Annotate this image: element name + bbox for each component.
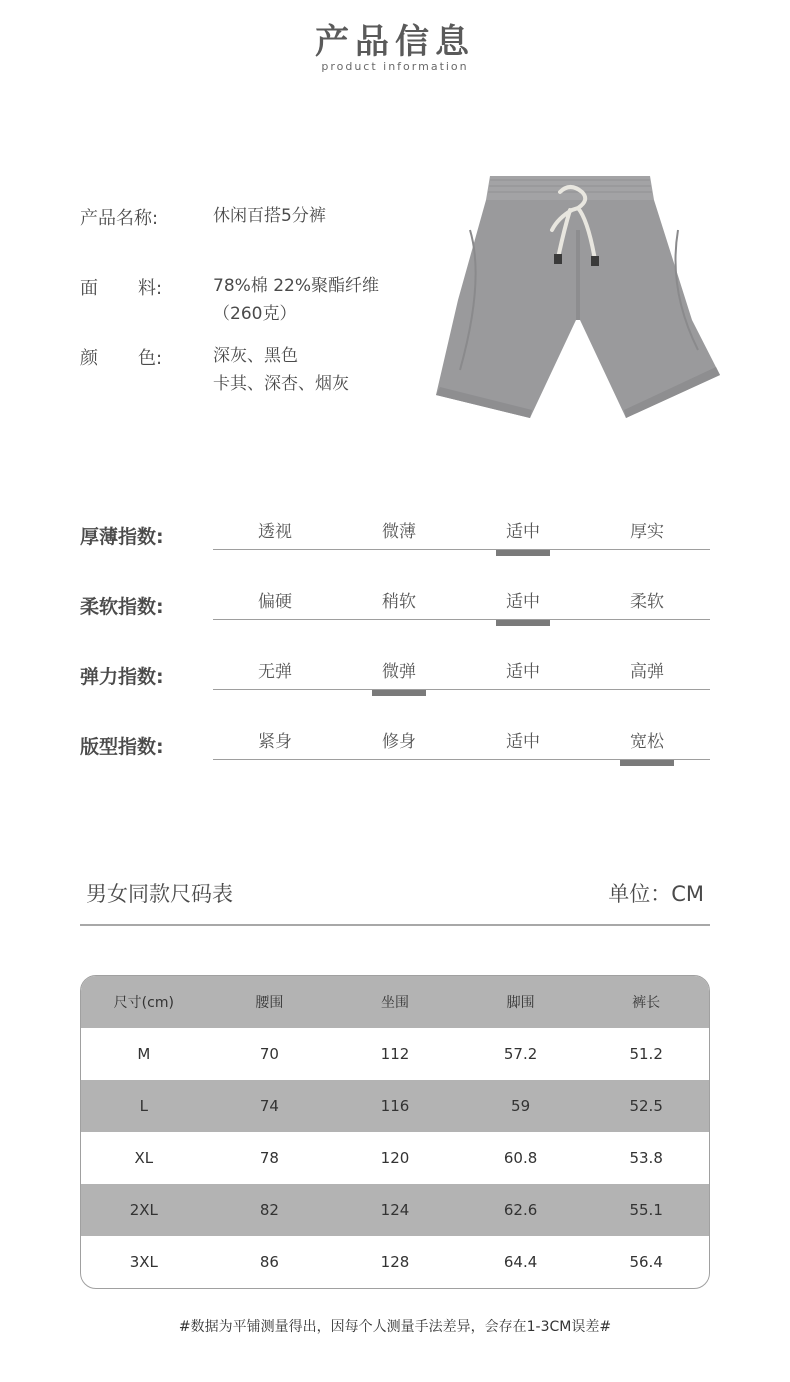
index-option-selected	[461, 587, 585, 612]
table-cell: 120	[380, 1149, 410, 1167]
index-option-text: 偏硬	[258, 592, 292, 612]
table-cell: 55.1	[629, 1201, 663, 1219]
index-label-elasticity: 弹力指数:	[80, 666, 164, 688]
index-option-text: 无弹	[258, 662, 292, 682]
table-cell: 112	[380, 1045, 410, 1063]
index-option	[337, 517, 461, 542]
index-option-text: 柔软	[630, 592, 664, 612]
table-row	[81, 1132, 709, 1184]
table-cell: 52.5	[629, 1097, 663, 1115]
index-option	[585, 657, 709, 682]
table-cell: 86	[259, 1253, 279, 1271]
table-cell: 116	[380, 1097, 410, 1115]
index-track-thickness	[213, 513, 710, 550]
index-option-text: 宽松	[630, 732, 664, 752]
column-header: 裤长	[632, 995, 661, 1011]
name-value: 休闲百搭5分裤	[213, 206, 326, 226]
index-option-text: 稍软	[382, 592, 416, 612]
index-option	[461, 727, 585, 752]
page-title: 产品信息	[315, 22, 475, 62]
selected-marker	[496, 620, 550, 626]
index-option-selected	[337, 657, 461, 682]
table-cell: 3XL	[129, 1253, 158, 1271]
index-option	[213, 657, 337, 682]
index-label-fit: 版型指数:	[80, 736, 164, 758]
size-table-title: 男女同款尺码表	[86, 882, 233, 906]
table-cell: 82	[259, 1201, 279, 1219]
table-cell: 78	[259, 1149, 279, 1167]
fabric-label-char2: 料:	[138, 278, 163, 299]
index-option	[213, 727, 337, 752]
index-option-text: 紧身	[258, 732, 292, 752]
index-option-text: 厚实	[630, 522, 664, 542]
index-option	[213, 587, 337, 612]
table-cell: 124	[380, 1201, 410, 1219]
index-option-text: 透视	[258, 522, 292, 542]
product-image	[430, 170, 730, 425]
index-track-elasticity	[213, 653, 710, 690]
size-table	[80, 975, 710, 1289]
index-option-text: 修身	[382, 732, 416, 752]
selected-marker	[620, 760, 674, 766]
selected-marker	[496, 550, 550, 556]
index-option-text: 适中	[506, 592, 540, 612]
table-cell: XL	[134, 1149, 154, 1167]
index-option	[461, 657, 585, 682]
table-cell: 59	[511, 1097, 531, 1115]
table-cell: 64.4	[503, 1253, 538, 1271]
index-option-selected	[585, 727, 709, 752]
index-option	[337, 727, 461, 752]
index-option	[337, 587, 461, 612]
divider	[80, 924, 710, 926]
table-cell: 62.6	[503, 1201, 538, 1219]
table-header-row	[81, 976, 709, 1028]
table-row	[81, 1028, 709, 1080]
table-cell: 74	[259, 1097, 279, 1115]
selected-marker	[372, 690, 426, 696]
table-cell: L	[139, 1097, 148, 1115]
table-row	[81, 1184, 709, 1236]
index-option-text: 适中	[506, 732, 540, 752]
color-label-char2: 色:	[138, 348, 163, 369]
column-header: 脚围	[506, 995, 535, 1011]
index-option-text: 微弹	[382, 662, 416, 682]
fabric-line-1: 78%棉 22%聚酯纤维	[213, 276, 379, 296]
page-subtitle: product information	[321, 60, 469, 73]
index-option	[585, 587, 709, 612]
name-label: 产品名称:	[80, 208, 159, 229]
index-option	[585, 517, 709, 542]
fabric-line-2: （260克）	[213, 304, 297, 324]
index-option-selected	[461, 517, 585, 542]
index-option	[213, 517, 337, 542]
color-line-2: 卡其、深杏、烟灰	[213, 374, 349, 394]
table-cell: 57.2	[503, 1045, 538, 1063]
index-track-softness	[213, 583, 710, 620]
table-cell: 53.8	[629, 1149, 663, 1167]
table-row	[81, 1236, 709, 1288]
column-header: 坐围	[380, 995, 409, 1011]
table-cell: 60.8	[503, 1149, 538, 1167]
table-row	[81, 1080, 709, 1132]
footer-note: #数据为平铺测量得出，因每个人测量手法差异，会存在1-3CM误差#	[178, 1319, 612, 1335]
color-label	[80, 344, 162, 370]
color-line-1: 深灰、黑色	[213, 346, 298, 366]
index-option-text: 微薄	[382, 522, 416, 542]
table-cell: 51.2	[629, 1045, 663, 1063]
color-label-char1: 颜	[80, 348, 98, 369]
index-option-text: 适中	[506, 662, 540, 682]
fabric-label-char1: 面	[80, 278, 98, 299]
table-cell: 128	[380, 1253, 410, 1271]
table-cell: 56.4	[629, 1253, 663, 1271]
column-header: 尺寸(cm)	[113, 995, 174, 1011]
size-table-unit: 单位：CM	[608, 882, 704, 906]
index-track-fit	[213, 723, 710, 760]
table-cell: 2XL	[129, 1201, 158, 1219]
index-label-softness: 柔软指数:	[80, 596, 164, 618]
index-option-text: 高弹	[630, 662, 664, 682]
table-cell: 70	[259, 1045, 279, 1063]
fabric-label	[80, 274, 162, 300]
index-option-text: 适中	[506, 522, 540, 542]
color-value	[213, 342, 349, 398]
fabric-value	[213, 272, 379, 328]
index-label-thickness: 厚薄指数:	[80, 526, 164, 548]
table-cell: M	[137, 1045, 151, 1063]
column-header: 腰围	[255, 995, 284, 1011]
